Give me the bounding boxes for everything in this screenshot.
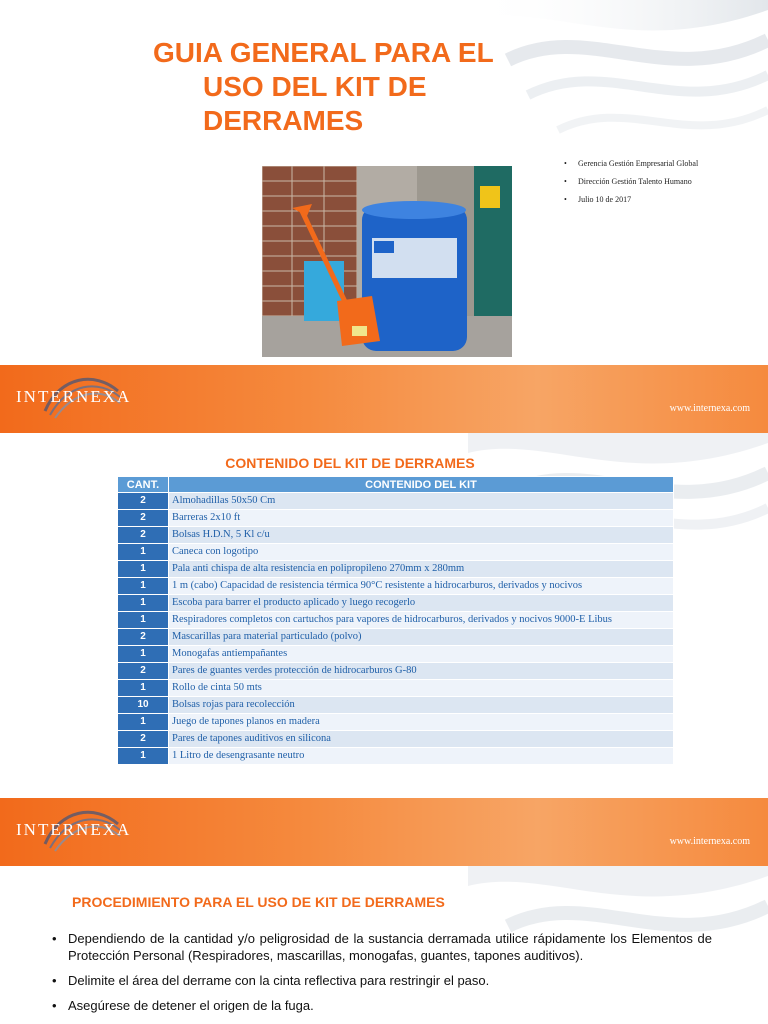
meta-list <box>564 158 698 212</box>
qty-cell: 1 <box>118 595 169 612</box>
internexa-logo: INTERNEXA <box>16 820 132 839</box>
table-row <box>118 561 674 578</box>
procedure-list <box>50 930 712 1022</box>
section-title: CONTENIDO DEL KIT DE DERRAMES <box>225 455 475 471</box>
description-cell: Escoba para barrer el producto aplicado y luego recogerlo <box>169 595 674 612</box>
table-row <box>118 714 674 731</box>
description-cell: Bolsas rojas para recolección <box>169 697 674 714</box>
meta-item-text: Julio 10 de 2017 <box>578 195 632 204</box>
meta-item: • Dirección Gestión Talento Humano <box>564 177 692 186</box>
description-cell: Monogafas antiempañantes <box>169 646 674 663</box>
qty-cell: 2 <box>118 510 169 527</box>
qty-cell: 2 <box>118 731 169 748</box>
description-cell: Mascarillas para material particulado (polvo) <box>169 629 674 646</box>
slide-procedure <box>0 866 768 1024</box>
table-row <box>118 493 674 510</box>
qty-cell: 1 <box>118 714 169 731</box>
qty-cell: 2 <box>118 493 169 510</box>
title-line-1: GUIA GENERAL PARA EL <box>153 37 494 68</box>
description-cell: Caneca con logotipo <box>169 544 674 561</box>
description-cell: Pares de guantes verdes protección de hidrocarburos G-80 <box>169 663 674 680</box>
slide-kit-contents <box>0 433 768 798</box>
qty-cell: 2 <box>118 663 169 680</box>
qty-cell: 1 <box>118 748 169 765</box>
table-row <box>118 527 674 544</box>
page-title <box>153 36 573 138</box>
description-cell: Rollo de cinta 50 mts <box>169 680 674 697</box>
qty-cell: 1 <box>118 646 169 663</box>
section-title: PROCEDIMIENTO PARA EL USO DE KIT DE DERRAMES <box>72 894 445 910</box>
table-row <box>118 629 674 646</box>
list-item: • Delimite el área del derrame con la cinta reflectiva para restringir el paso. <box>50 972 712 989</box>
footer-band <box>0 365 768 433</box>
table-row <box>118 595 674 612</box>
qty-cell: 1 <box>118 544 169 561</box>
qty-cell: 1 <box>118 578 169 595</box>
qty-cell: 2 <box>118 527 169 544</box>
table-row <box>118 731 674 748</box>
meta-item: • Gerencia Gestión Empresarial Global <box>564 159 699 168</box>
column-header-qty: CANT. <box>118 477 169 493</box>
website-link[interactable]: www.internexa.com <box>669 403 750 414</box>
table-row <box>118 578 674 595</box>
table-row <box>118 748 674 765</box>
title-line-3: DERRAMES <box>203 105 364 136</box>
meta-item-text: Dirección Gestión Talento Humano <box>578 177 692 186</box>
meta-item-text: Gerencia Gestión Empresarial Global <box>578 159 699 168</box>
internexa-logo: INTERNEXA <box>16 387 132 406</box>
description-cell: Pares de tapones auditivos en silicona <box>169 731 674 748</box>
kit-contents-table <box>117 476 674 765</box>
list-item: • Asegúrese de detener el origen de la fuga. <box>50 997 712 1014</box>
table-row <box>118 697 674 714</box>
list-item: • Dependiendo de la cantidad y/o peligrosidad de la sustancia derramada utilice rápidamente los Elementos de Protección Personal (Respiradores, mascarillas, monogafas, guantes, tapones auditivos). <box>50 930 712 964</box>
slide-title <box>0 0 768 365</box>
spill-kit-photo <box>262 166 512 357</box>
description-cell: Bolsas H.D.N, 5 Kl c/u <box>169 527 674 544</box>
title-line-2: USO DEL KIT DE <box>203 71 427 102</box>
qty-cell: 1 <box>118 612 169 629</box>
table-row <box>118 646 674 663</box>
qty-cell: 1 <box>118 680 169 697</box>
description-cell: Respiradores completos con cartuchos para vapores de hidrocarburos, derivados y nocivos 9000-E Libus <box>169 612 674 629</box>
table-row <box>118 612 674 629</box>
description-cell: Pala anti chispa de alta resistencia en polipropileno 270mm x 280mm <box>169 561 674 578</box>
table-row <box>118 510 674 527</box>
description-cell: 1 Litro de desengrasante neutro <box>169 748 674 765</box>
description-cell: Almohadillas 50x50 Cm <box>169 493 674 510</box>
description-cell: Juego de tapones planos en madera <box>169 714 674 731</box>
table-row <box>118 663 674 680</box>
qty-cell: 1 <box>118 561 169 578</box>
qty-cell: 10 <box>118 697 169 714</box>
meta-item: • Julio 10 de 2017 <box>564 195 632 204</box>
description-cell: 1 m (cabo) Capacidad de resistencia térmica 90°C resistente a hidrocarburos, derivados y nocivos <box>169 578 674 595</box>
column-header-contents: CONTENIDO DEL KIT <box>169 477 674 493</box>
description-cell: Barreras 2x10 ft <box>169 510 674 527</box>
table-header-row <box>118 477 674 493</box>
footer-band <box>0 798 768 866</box>
qty-cell: 2 <box>118 629 169 646</box>
table-row <box>118 680 674 697</box>
website-link[interactable]: www.internexa.com <box>669 836 750 847</box>
table-row <box>118 544 674 561</box>
